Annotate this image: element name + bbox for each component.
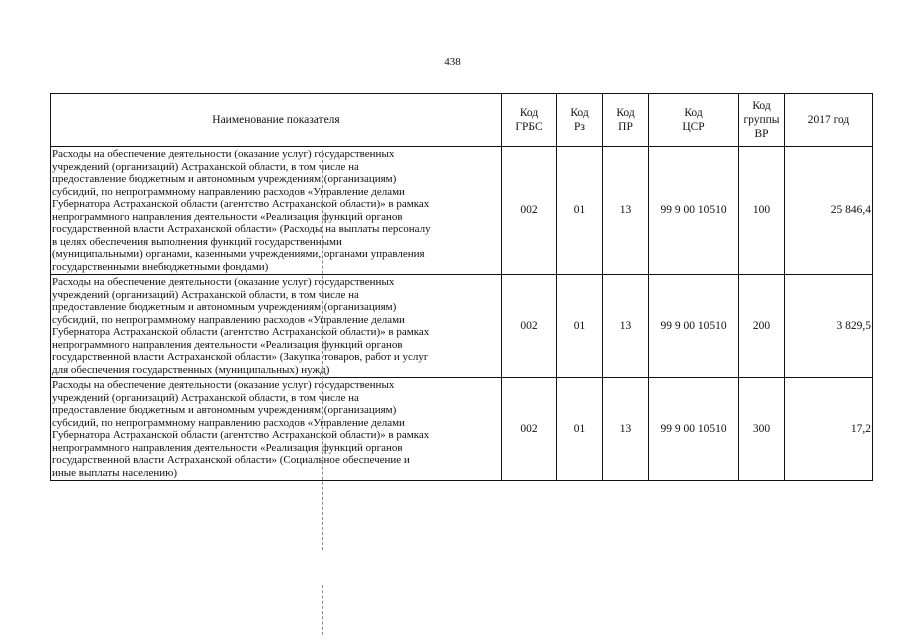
description-line: в целях обеспечения выполнения функций государственными [52, 235, 342, 248]
page-number: 438 [444, 56, 461, 68]
header-line: Рз [574, 121, 585, 133]
header-line: Код [684, 107, 703, 119]
description-line: Расходы на обеспечение деятельности (оказание услуг) государственных [52, 379, 395, 391]
description-line: Расходы на обеспечение деятельности (оказание услуг) государственных [52, 276, 395, 288]
cell-rz: 01 [557, 147, 603, 275]
header-line: Код [752, 100, 771, 112]
cell-grbs: 002 [502, 275, 557, 378]
header-name [51, 94, 502, 147]
description-line: учреждений (организаций) Астраханской области, в том числе на [52, 160, 359, 173]
header-line: Код [570, 107, 589, 119]
header-year [785, 94, 873, 147]
description-line: субсидий, по непрограммному направлению расходов «Управление делами [52, 185, 405, 198]
budget-table [50, 93, 873, 481]
description-line: государственной власти Астраханской области» (Социальное обеспечение и [52, 454, 410, 466]
header-year-label: 2017 год [807, 114, 850, 126]
cell-amount: 25 846,4 [785, 147, 873, 275]
description-line: государственной власти Астраханской области» (Закупка товаров, работ и услуг [52, 351, 429, 363]
description-line: учреждений (организаций) Астраханской области, в том числе на [52, 391, 359, 404]
row-description [51, 147, 502, 275]
description-line: Губернатора Астраханской области (агентство Астраханской области)» в рамках [52, 429, 430, 441]
table-row [51, 275, 873, 378]
header-line: Код [616, 107, 635, 119]
table-row [51, 147, 873, 275]
cell-csr: 99 9 00 10510 [649, 378, 739, 481]
description-line: иные выплаты населению) [52, 466, 177, 479]
cell-grbs: 002 [502, 147, 557, 275]
row-description [51, 275, 502, 378]
table-row [51, 378, 873, 481]
header-line: ПР [618, 121, 633, 133]
cell-vr: 200 [739, 275, 785, 378]
cell-vr: 100 [739, 147, 785, 275]
description-line: субсидий, по непрограммному направлению расходов «Управление делами [52, 313, 405, 326]
description-line: Расходы на обеспечение деятельности (оказание услуг) государственных [52, 148, 395, 160]
description-line: предоставление бюджетным и автономным учреждениям (организациям) [52, 173, 397, 185]
header-grbs [502, 94, 557, 147]
header-rz [557, 94, 603, 147]
header-pr [603, 94, 649, 147]
header-line: ГРБС [515, 121, 543, 133]
header-csr [649, 94, 739, 147]
cell-amount: 17,2 [785, 378, 873, 481]
cell-rz: 01 [557, 275, 603, 378]
description-line: предоставление бюджетным и автономным учреждениям (организациям) [52, 301, 397, 313]
cell-csr: 99 9 00 10510 [649, 275, 739, 378]
description-line: непрограммного направления деятельности «Реализация функций органов [52, 441, 403, 454]
scan-fold-mark [322, 585, 323, 635]
cell-grbs: 002 [502, 378, 557, 481]
description-line: учреждений (организаций) Астраханской области, в том числе на [52, 288, 359, 301]
row-description [51, 378, 502, 481]
cell-pr: 13 [603, 147, 649, 275]
description-line: для обеспечения государственных (муниципальных) нужд) [52, 363, 330, 376]
description-line: государственной власти Астраханской области» (Расходы на выплаты персоналу [52, 223, 431, 235]
header-line: ЦСР [682, 121, 705, 133]
cell-vr: 300 [739, 378, 785, 481]
cell-pr: 13 [603, 378, 649, 481]
description-line: Губернатора Астраханской области (агентство Астраханской области)» в рамках [52, 198, 430, 210]
description-line: непрограммного направления деятельности «Реализация функций органов [52, 338, 403, 351]
description-line: государственными внебюджетными фондами) [52, 260, 269, 273]
header-line: группы [743, 114, 780, 126]
description-line: предоставление бюджетным и автономным учреждениям (организациям) [52, 404, 397, 416]
description-line: Губернатора Астраханской области (агентство Астраханской области)» в рамках [52, 326, 430, 338]
header-line: ВР [754, 128, 769, 140]
cell-pr: 13 [603, 275, 649, 378]
cell-rz: 01 [557, 378, 603, 481]
description-line: (муниципальными) органами, казенными учреждениями, органами управления [52, 248, 425, 260]
header-line: Код [519, 107, 539, 119]
cell-csr: 99 9 00 10510 [649, 147, 739, 275]
description-line: субсидий, по непрограммному направлению расходов «Управление делами [52, 416, 405, 429]
cell-amount: 3 829,5 [785, 275, 873, 378]
description-line: непрограммного направления деятельности «Реализация функций органов [52, 210, 403, 223]
header-name-label: Наименование показателя [212, 114, 340, 126]
header-vr [739, 94, 785, 147]
scan-fold-mark [322, 150, 323, 550]
table-header-row [51, 94, 873, 147]
